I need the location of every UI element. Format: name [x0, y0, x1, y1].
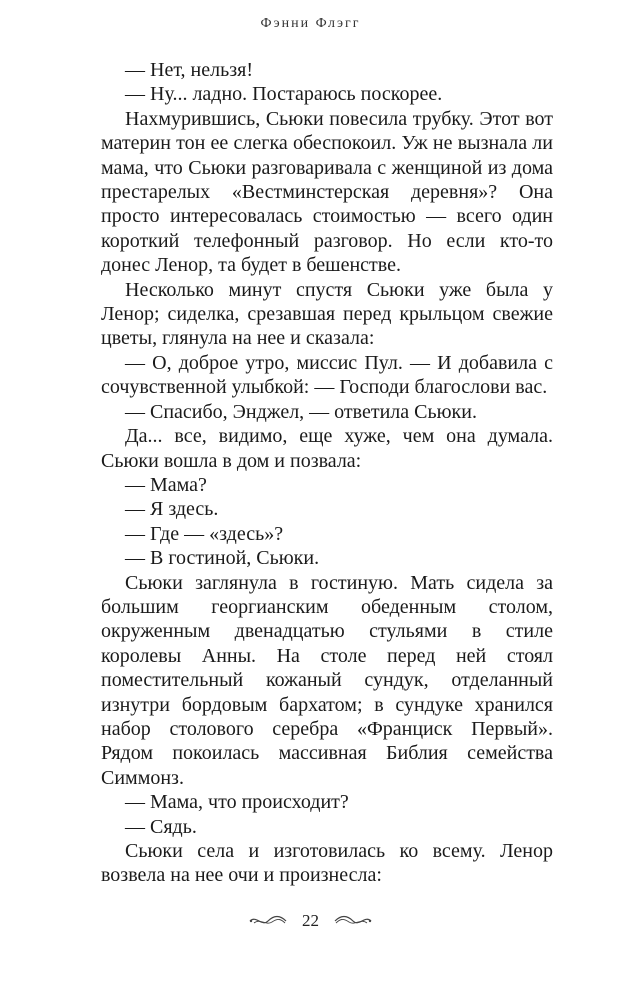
- paragraph: — Спасибо, Энджел, — ответила Сьюки.: [125, 400, 477, 423]
- paragraph: — В гостиной, Сьюки.: [125, 547, 320, 570]
- paragraph: — Нет, нельзя!: [125, 59, 253, 81]
- flourish-right-icon: [333, 914, 373, 928]
- paragraph: — О, доброе утро, миссис Пул. — И добавила с сочувственной улыбкой: — Господи благослови вас.: [101, 351, 553, 399]
- body-text: [101, 58, 553, 888]
- paragraph: — Я здесь.: [125, 498, 219, 521]
- paragraph: Сьюки села и изготовилась ко всему. Ленор возвела на нее очи и произнесла:: [101, 840, 553, 887]
- flourish-left-icon: [248, 914, 288, 928]
- page-number: 22: [302, 911, 319, 930]
- running-head-author: Фэнни Флэгг: [260, 16, 361, 31]
- paragraph: — Ну... ладно. Постараюсь поскорее.: [125, 83, 443, 106]
- paragraph: Да... все, видимо, еще хуже, чем она думала. Сьюки вошла в дом и позвала:: [101, 425, 553, 472]
- paragraph: Несколько минут спустя Сьюки уже была у Ленор; сиделка, срезавшая перед крыльцом свежие цветы, глянула на нее и сказала:: [101, 278, 553, 350]
- paragraph: — Сядь.: [125, 815, 197, 838]
- paragraph: — Где — «здесь»?: [125, 522, 284, 545]
- paragraph: — Мама, что происходит?: [125, 791, 349, 814]
- paragraph: — Мама?: [125, 473, 207, 496]
- page-footer: [0, 911, 621, 931]
- paragraph: Сьюки заглянула в гостиную. Мать сидела за большим георгианским обеденным столом, окруженным двенадцатью стульями в стиле королевы Анны. На столе перед ней стоял поместительный кожаный сундук, отделанный изнутри бордовым бархатом; в сундуке хранился набор столового серебра «Франциск Первый». Рядом покоилась массивная Библия семейства Симмонз.: [101, 571, 553, 789]
- paragraph: Нахмурившись, Сьюки повесила трубку. Этот вот материн тон ее слегка обеспокоил. Уж не вызнала ли мама, что Сьюки разговаривала с женщиной из дома престарелых «Вестминстерская деревня»? Она просто интересовалась стоимостью — всего один короткий телефонный разговор. Но если кто-то донес Ленор, та будет в бешенстве.: [101, 107, 553, 277]
